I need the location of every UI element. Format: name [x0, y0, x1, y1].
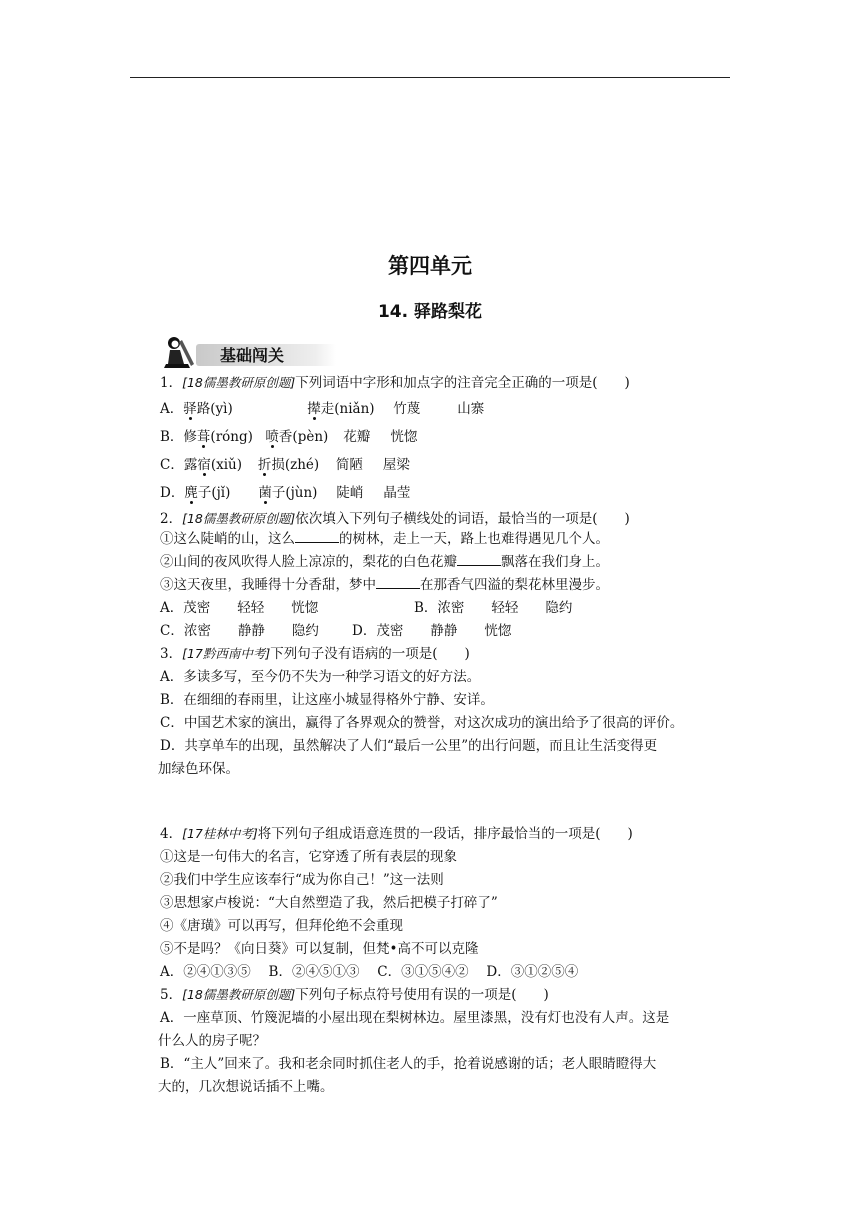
q5-option-a-line2: 什么人的房子呢？ [158, 1033, 266, 1049]
q5-option-a-line1: A．一座草顶、竹篾泥墙的小屋出现在梨树林边。屋里漆黑，没有灯也没有人声。这是 [160, 1010, 670, 1026]
q1-option-b: B．修葺(róng) 喷香(pèn) 花瓣 恍惚 [160, 429, 418, 445]
q1-option-d: D．麂子(jǐ) 菌子(jùn) 陡峭 晶莹 [160, 485, 411, 501]
q2-stem: 2．[18儒墨教研原创题]依次填入下列句子横线处的词语，最恰当的一项是( ) [160, 511, 630, 527]
q4-sentence-2: ②我们中学生应该奉行“成为你自己！”这一法则 [160, 872, 444, 888]
header-rule [130, 77, 730, 78]
q4-sentence-4: ④《唐璜》可以再写，但拜伦绝不会重现 [160, 918, 403, 934]
q3-stem: 3．[17黔西南中考]下列句子没有语病的一项是( ) [160, 646, 470, 662]
q1-stem: 1．[18儒墨教研原创题]下列词语中字形和加点字的注音完全正确的一项是( ) [160, 375, 630, 391]
lesson-title: 14. 驿路梨花 [377, 302, 483, 322]
q3-option-c: C．中国艺术家的演出，赢得了各界观众的赞誉，对这次成功的演出给予了很高的评价。 [160, 715, 684, 731]
q2-sentence-2: ②山间的夜风吹得人脸上凉凉的，梨花的白色花瓣 飘落在我们身上。 [160, 554, 609, 570]
pencil-mascot-icon [160, 334, 200, 372]
answer-blank [295, 530, 339, 543]
q1-option-a: A．驿路(yì) 撵走(niǎn) 竹蔑 山寨 [160, 401, 485, 417]
q3-option-d-line2: 加绿色环保。 [158, 761, 239, 777]
answer-blank [457, 553, 501, 566]
q4-sentence-3: ③思想家卢梭说：“大自然塑造了我，然后把模子打碎了” [160, 895, 498, 911]
section-header [160, 334, 340, 370]
q3-option-a: A．多读多写，至今仍不失为一种学习语文的好方法。 [160, 669, 481, 685]
q4-stem: 4．[17桂林中考]将下列句子组成语意连贯的一段话，排序最恰当的一项是( ) [160, 826, 633, 842]
q5-option-b-line2: 大的，几次想说话插不上嘴。 [158, 1079, 334, 1095]
q4-sentence-1: ①这是一句伟大的名言，它穿透了所有表层的现象 [160, 849, 457, 865]
q4-sentence-5: ⑤不是吗？《向日葵》可以复制，但梵•高不可以克隆 [160, 941, 479, 957]
q1-option-c: C．露宿(xiǔ) 折损(zhé) 简陋 屋梁 [160, 457, 410, 473]
answer-blank [376, 576, 420, 589]
q2-sentence-1: ①这么陡峭的山，这么 的树林，走上一天，路上也难得遇见几个人。 [160, 531, 609, 547]
q5-option-b-line1: B．“主人”回来了。我和老余同时抓住老人的手，抢着说感谢的话；老人眼睛瞪得大 [160, 1056, 657, 1072]
q3-option-d-line1: D．共享单车的出现，虽然解决了人们“最后一公里”的出行问题，而且让生活变得更 [160, 738, 658, 754]
q5-stem: 5．[18儒墨教研原创题]下列句子标点符号使用有误的一项是( ) [160, 987, 549, 1003]
q4-options: A．②④①③⑤ B．②④⑤①③ C．③①⑤④② D．③①②⑤④ [160, 964, 579, 980]
section-label: 基础闯关 [220, 346, 285, 365]
q2-options-ab: A．茂密 轻轻 恍惚 B．浓密 轻轻 隐约 [160, 600, 573, 616]
q3-option-b: B．在细细的春雨里，让这座小城显得格外宁静、安详。 [160, 692, 494, 708]
unit-title: 第四单元 [388, 254, 472, 278]
q2-sentence-3: ③这天夜里，我睡得十分香甜，梦中 在那香气四溢的梨花林里漫步。 [160, 577, 609, 593]
q2-options-cd: C．浓密 静静 隐约 D．茂密 静静 恍惚 [160, 623, 512, 639]
